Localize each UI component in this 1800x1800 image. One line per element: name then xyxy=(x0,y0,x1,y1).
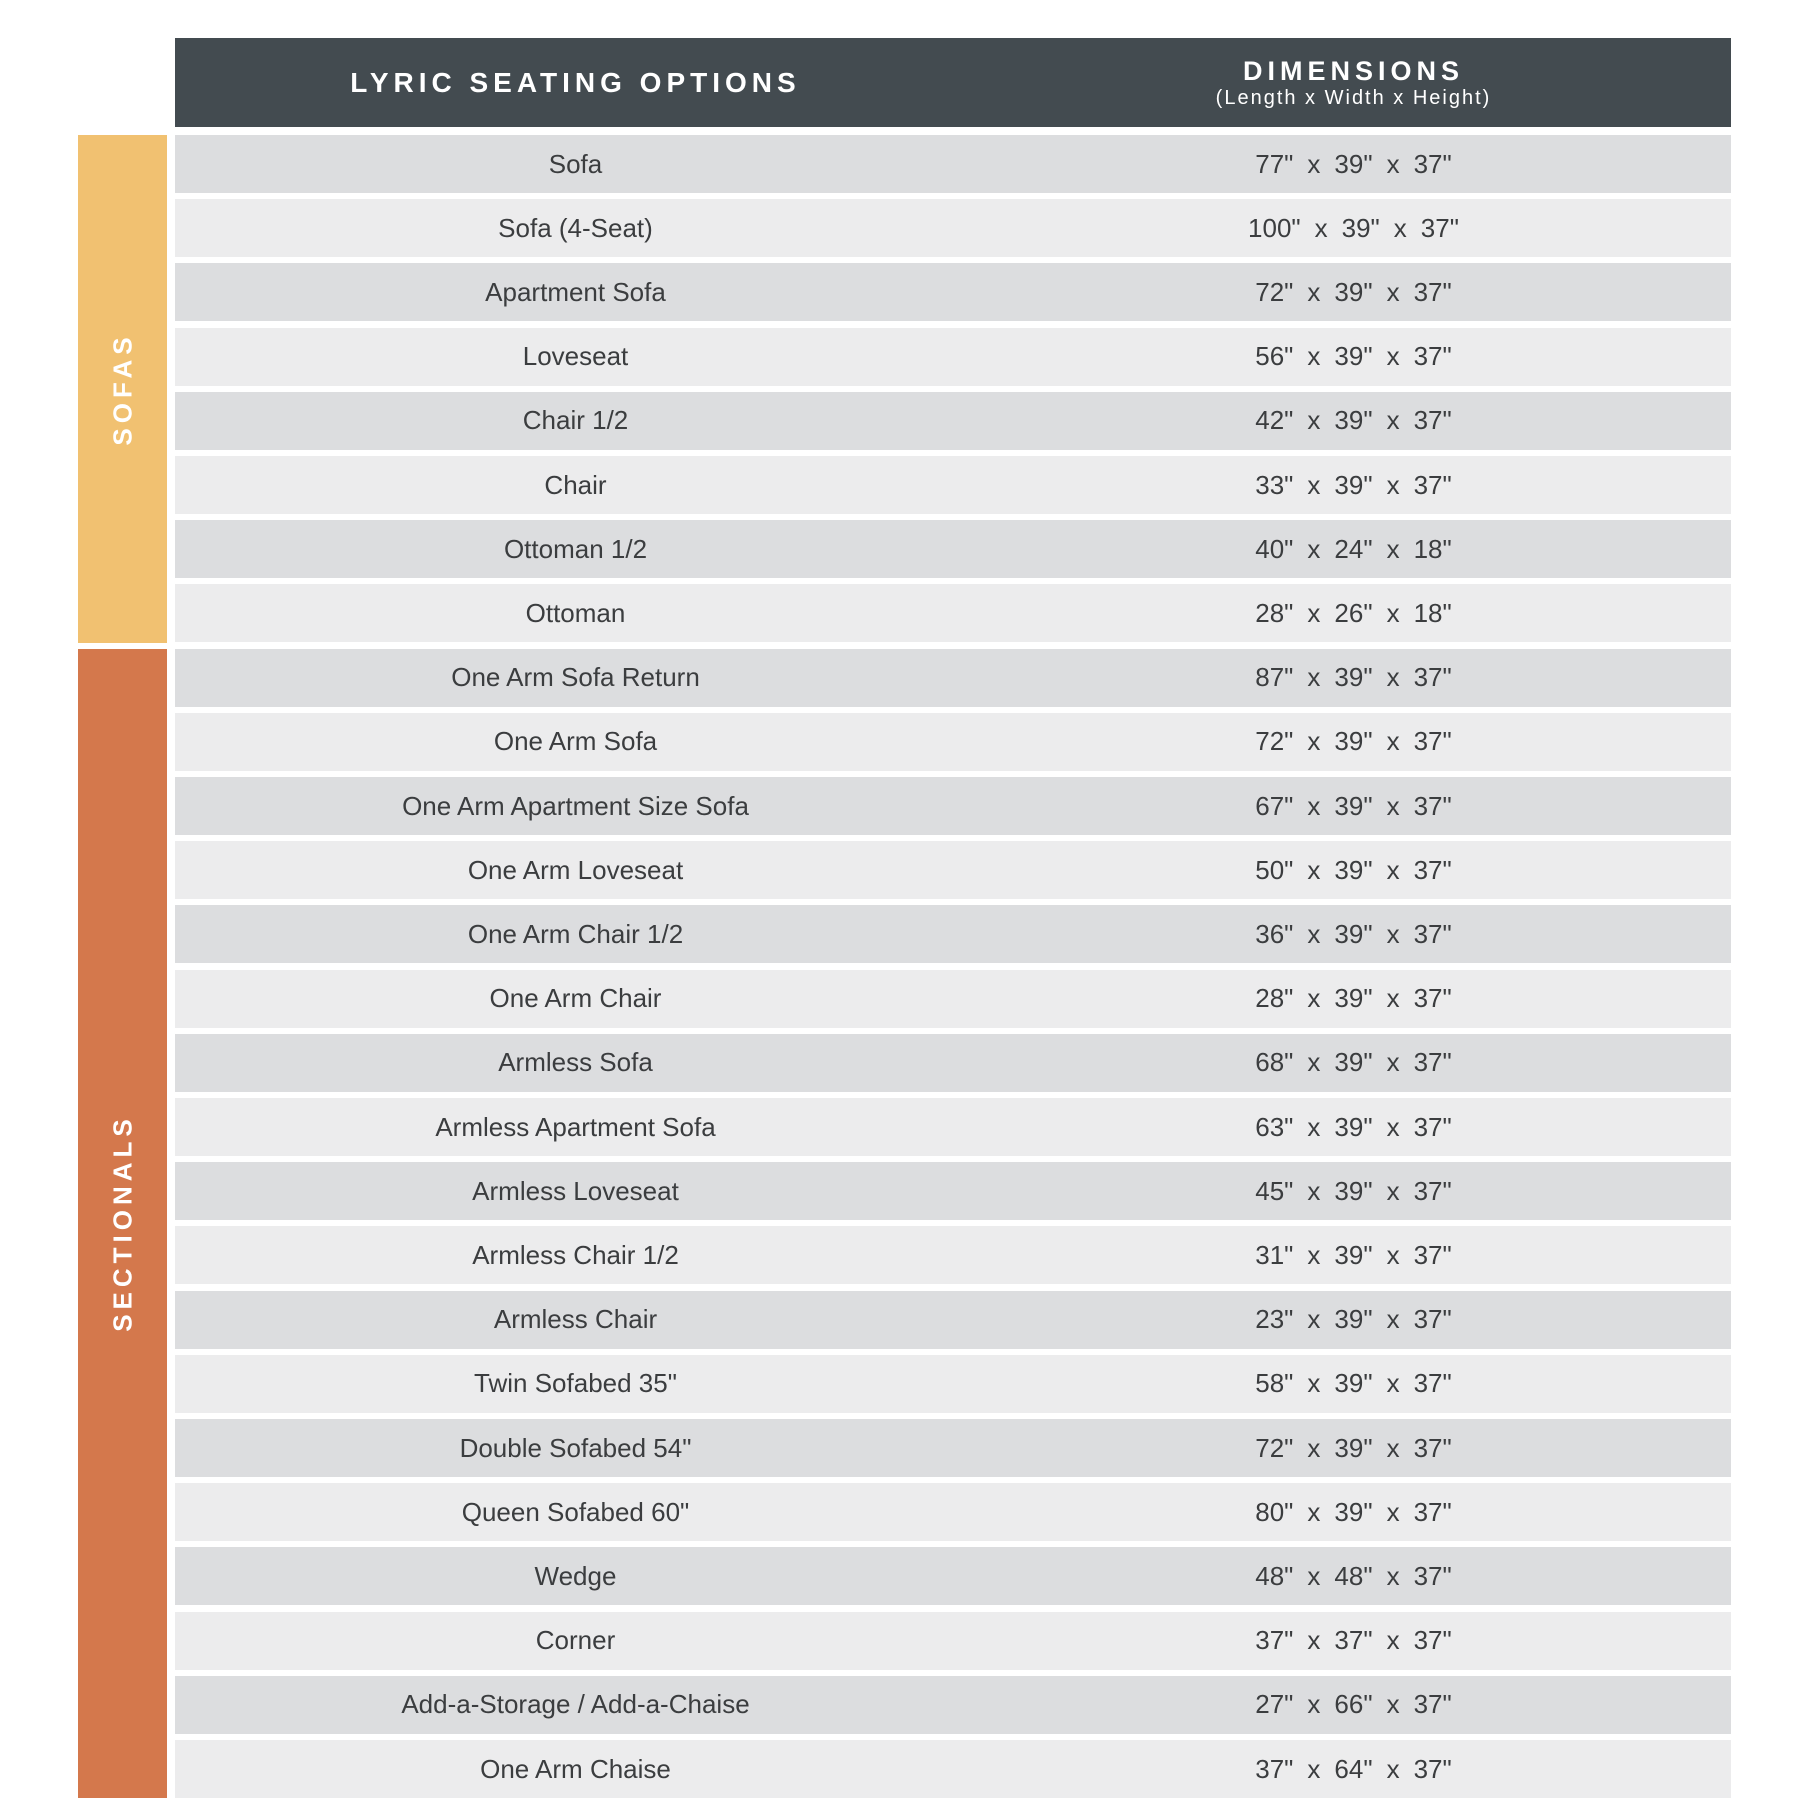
height-value: 18" xyxy=(1413,597,1452,628)
item-name: Sofa (4-Seat) xyxy=(498,212,653,243)
table-row xyxy=(175,841,1731,899)
dimension-separator: x xyxy=(1307,276,1321,307)
height-value: 37" xyxy=(1413,1047,1452,1078)
height-value: 37" xyxy=(1413,1239,1452,1270)
dimension-separator: x xyxy=(1307,1432,1321,1463)
table-row xyxy=(175,392,1731,450)
item-dimensions xyxy=(976,1433,1731,1464)
table-header xyxy=(175,38,1731,127)
height-value: 37" xyxy=(1413,918,1452,949)
dimension-separator: x xyxy=(1307,1047,1321,1078)
dimension-separator: x xyxy=(1386,726,1400,757)
dimension-separator: x xyxy=(1307,726,1321,757)
length-value: 68" xyxy=(1255,1047,1294,1078)
item-dimensions xyxy=(976,1689,1731,1720)
item-name: One Arm Sofa Return xyxy=(451,662,700,693)
item-name: Armless Apartment Sofa xyxy=(435,1111,716,1142)
table-row xyxy=(175,1291,1731,1349)
item-name: One Arm Loveseat xyxy=(467,854,684,885)
height-value: 37" xyxy=(1413,983,1452,1014)
item-name: Twin Sofabed 35" xyxy=(474,1368,677,1399)
width-value: 39" xyxy=(1334,662,1373,693)
dimension-separator: x xyxy=(1386,1560,1400,1591)
item-name: Apartment Sofa xyxy=(485,276,666,307)
table-row xyxy=(175,713,1731,771)
length-value: 72" xyxy=(1255,726,1294,757)
height-value: 37" xyxy=(1413,1560,1452,1591)
width-value: 24" xyxy=(1334,533,1373,564)
item-dimensions xyxy=(976,534,1731,565)
width-value: 39" xyxy=(1334,469,1373,500)
width-value: 39" xyxy=(1334,341,1373,372)
length-value: 58" xyxy=(1255,1368,1294,1399)
item-dimensions xyxy=(976,1304,1731,1335)
length-value: 37" xyxy=(1255,1753,1294,1784)
height-value: 37" xyxy=(1413,469,1452,500)
width-value: 39" xyxy=(1334,1111,1373,1142)
dimensions-subtitle: (Length x Width x Height) xyxy=(1215,86,1492,109)
dimension-separator: x xyxy=(1307,1304,1321,1335)
table-row xyxy=(175,1419,1731,1477)
height-value: 37" xyxy=(1413,854,1452,885)
item-dimensions xyxy=(976,149,1731,180)
item-name: Double Sofabed 54" xyxy=(459,1432,692,1463)
dimension-separator: x xyxy=(1307,148,1321,179)
item-name: Armless Loveseat xyxy=(472,1175,679,1206)
dimension-separator: x xyxy=(1307,1368,1321,1399)
length-value: 27" xyxy=(1255,1689,1294,1720)
table-row xyxy=(175,135,1731,193)
item-dimensions xyxy=(976,1240,1731,1271)
item-dimensions xyxy=(976,1561,1731,1592)
height-value: 37" xyxy=(1413,1753,1452,1784)
height-value: 37" xyxy=(1413,1432,1452,1463)
dimensions-header xyxy=(976,38,1731,127)
width-value: 39" xyxy=(1334,148,1373,179)
category-sofas xyxy=(78,135,167,643)
category-label: SECTIONALS xyxy=(107,1114,137,1333)
seating-options-header: LYRIC SEATING OPTIONS xyxy=(350,66,801,98)
height-value: 37" xyxy=(1413,1368,1452,1399)
item-name: Ottoman 1/2 xyxy=(503,533,648,564)
item-name: Chair xyxy=(544,469,607,500)
item-dimensions xyxy=(976,341,1731,372)
height-value: 37" xyxy=(1413,1175,1452,1206)
item-name: Armless Sofa xyxy=(498,1047,653,1078)
item-dimensions xyxy=(976,919,1731,950)
dimension-separator: x xyxy=(1386,1111,1400,1142)
dimension-separator: x xyxy=(1307,469,1321,500)
width-value: 39" xyxy=(1334,983,1373,1014)
table-row xyxy=(175,777,1731,835)
width-value: 39" xyxy=(1334,1432,1373,1463)
table-row xyxy=(175,1355,1731,1413)
length-value: 42" xyxy=(1255,405,1294,436)
length-value: 77" xyxy=(1255,148,1294,179)
length-value: 80" xyxy=(1255,1496,1294,1527)
width-value: 64" xyxy=(1334,1753,1373,1784)
dimension-separator: x xyxy=(1307,1560,1321,1591)
item-dimensions xyxy=(976,1368,1731,1399)
length-value: 50" xyxy=(1255,854,1294,885)
width-value: 37" xyxy=(1334,1625,1373,1656)
length-value: 28" xyxy=(1255,983,1294,1014)
item-name: Chair 1/2 xyxy=(522,405,629,436)
category-label: SOFAS xyxy=(107,332,137,446)
dimension-separator: x xyxy=(1386,1625,1400,1656)
item-name: Corner xyxy=(535,1625,616,1656)
width-value: 39" xyxy=(1334,1496,1373,1527)
item-dimensions xyxy=(976,1754,1731,1785)
length-value: 31" xyxy=(1255,1239,1294,1270)
item-name: Sofa xyxy=(548,148,603,179)
item-name: Armless Chair 1/2 xyxy=(472,1239,679,1270)
height-value: 37" xyxy=(1413,1496,1452,1527)
dimension-separator: x xyxy=(1307,1753,1321,1784)
item-name: Wedge xyxy=(534,1560,617,1591)
width-value: 39" xyxy=(1334,276,1373,307)
height-value: 37" xyxy=(1413,341,1452,372)
item-dimensions xyxy=(976,791,1731,822)
item-dimensions xyxy=(976,405,1731,436)
dimension-separator: x xyxy=(1307,597,1321,628)
height-value: 37" xyxy=(1413,276,1452,307)
item-dimensions xyxy=(976,213,1731,244)
width-value: 39" xyxy=(1334,1239,1373,1270)
item-dimensions xyxy=(976,1176,1731,1207)
table-row xyxy=(175,1162,1731,1220)
item-dimensions xyxy=(976,1047,1731,1078)
dimension-separator: x xyxy=(1386,662,1400,693)
height-value: 37" xyxy=(1413,1111,1452,1142)
item-dimensions xyxy=(976,855,1731,886)
length-value: 72" xyxy=(1255,276,1294,307)
length-value: 36" xyxy=(1255,918,1294,949)
item-dimensions xyxy=(976,726,1731,757)
dimension-separator: x xyxy=(1386,1304,1400,1335)
dimension-separator: x xyxy=(1386,854,1400,885)
length-value: 48" xyxy=(1255,1560,1294,1591)
width-value: 39" xyxy=(1334,405,1373,436)
item-dimensions xyxy=(976,1497,1731,1528)
length-value: 28" xyxy=(1255,597,1294,628)
length-value: 37" xyxy=(1255,1625,1294,1656)
item-name: One Arm Chair xyxy=(489,983,662,1014)
dimension-separator: x xyxy=(1386,918,1400,949)
dimension-separator: x xyxy=(1393,212,1407,243)
height-value: 37" xyxy=(1413,662,1452,693)
dimension-separator: x xyxy=(1307,1625,1321,1656)
item-dimensions xyxy=(976,598,1731,629)
dimension-separator: x xyxy=(1314,212,1328,243)
width-value: 48" xyxy=(1334,1560,1373,1591)
height-value: 37" xyxy=(1413,148,1452,179)
dimension-separator: x xyxy=(1386,1689,1400,1720)
table-row xyxy=(175,1226,1731,1284)
length-value: 87" xyxy=(1255,662,1294,693)
dimension-separator: x xyxy=(1386,148,1400,179)
table-row xyxy=(175,1098,1731,1156)
dimension-separator: x xyxy=(1386,1753,1400,1784)
height-value: 18" xyxy=(1413,533,1452,564)
table-row xyxy=(175,905,1731,963)
item-dimensions xyxy=(976,470,1731,501)
dimension-separator: x xyxy=(1307,341,1321,372)
table-row xyxy=(175,328,1731,386)
dimension-separator: x xyxy=(1307,662,1321,693)
item-dimensions xyxy=(976,1625,1731,1656)
item-name: Queen Sofabed 60" xyxy=(461,1496,690,1527)
item-name: Loveseat xyxy=(522,341,629,372)
dimension-separator: x xyxy=(1386,1368,1400,1399)
dimension-separator: x xyxy=(1386,983,1400,1014)
height-value: 37" xyxy=(1413,1689,1452,1720)
item-name: One Arm Chaise xyxy=(480,1753,671,1784)
item-name: Ottoman xyxy=(525,597,626,628)
table-row xyxy=(175,520,1731,578)
dimension-separator: x xyxy=(1386,1496,1400,1527)
dimension-separator: x xyxy=(1307,1175,1321,1206)
dimension-separator: x xyxy=(1307,790,1321,821)
table-row xyxy=(175,199,1731,257)
dimension-separator: x xyxy=(1386,1239,1400,1270)
dimension-separator: x xyxy=(1307,1496,1321,1527)
dimension-separator: x xyxy=(1386,790,1400,821)
table-row xyxy=(175,1547,1731,1605)
dimension-separator: x xyxy=(1386,405,1400,436)
height-value: 37" xyxy=(1413,790,1452,821)
length-value: 67" xyxy=(1255,790,1294,821)
width-value: 39" xyxy=(1334,1175,1373,1206)
dimension-separator: x xyxy=(1386,469,1400,500)
category-sectionals xyxy=(78,649,167,1799)
table-row xyxy=(175,1483,1731,1541)
dimension-separator: x xyxy=(1386,533,1400,564)
item-dimensions xyxy=(976,662,1731,693)
length-value: 45" xyxy=(1255,1175,1294,1206)
item-name: One Arm Apartment Size Sofa xyxy=(402,790,749,821)
length-value: 40" xyxy=(1255,533,1294,564)
width-value: 39" xyxy=(1334,1368,1373,1399)
dimension-separator: x xyxy=(1307,1239,1321,1270)
dimension-separator: x xyxy=(1386,1432,1400,1463)
dimensions-title: DIMENSIONS xyxy=(1242,55,1465,86)
dimension-separator: x xyxy=(1307,983,1321,1014)
length-value: 72" xyxy=(1255,1432,1294,1463)
width-value: 39" xyxy=(1334,854,1373,885)
height-value: 37" xyxy=(1420,212,1459,243)
height-value: 37" xyxy=(1413,1304,1452,1335)
item-name: One Arm Sofa xyxy=(493,726,658,757)
item-name: One Arm Chair 1/2 xyxy=(467,918,684,949)
dimension-separator: x xyxy=(1386,276,1400,307)
dimension-separator: x xyxy=(1307,1111,1321,1142)
dimension-separator: x xyxy=(1386,341,1400,372)
height-value: 37" xyxy=(1413,1625,1452,1656)
width-value: 39" xyxy=(1341,212,1380,243)
length-value: 23" xyxy=(1255,1304,1294,1335)
item-dimensions xyxy=(976,1112,1731,1143)
width-value: 26" xyxy=(1334,597,1373,628)
table-row xyxy=(175,1676,1731,1734)
dimension-separator: x xyxy=(1307,1689,1321,1720)
table-row xyxy=(175,263,1731,321)
dimension-separator: x xyxy=(1386,1047,1400,1078)
width-value: 39" xyxy=(1334,918,1373,949)
height-value: 37" xyxy=(1413,405,1452,436)
table-row xyxy=(175,456,1731,514)
table-row xyxy=(175,584,1731,642)
item-dimensions xyxy=(976,983,1731,1014)
width-value: 39" xyxy=(1334,1047,1373,1078)
item-name: Add-a-Storage / Add-a-Chaise xyxy=(401,1689,750,1720)
dimension-separator: x xyxy=(1307,918,1321,949)
dimension-separator: x xyxy=(1307,854,1321,885)
dimension-separator: x xyxy=(1307,405,1321,436)
length-value: 100" xyxy=(1248,212,1301,243)
height-value: 37" xyxy=(1413,726,1452,757)
length-value: 63" xyxy=(1255,1111,1294,1142)
length-value: 33" xyxy=(1255,469,1294,500)
dimension-separator: x xyxy=(1386,597,1400,628)
table-row xyxy=(175,649,1731,707)
item-name: Armless Chair xyxy=(493,1304,658,1335)
width-value: 66" xyxy=(1334,1689,1373,1720)
width-value: 39" xyxy=(1334,790,1373,821)
width-value: 39" xyxy=(1334,1304,1373,1335)
table-row xyxy=(175,1740,1731,1798)
dimension-separator: x xyxy=(1386,1175,1400,1206)
table-row xyxy=(175,1034,1731,1092)
length-value: 56" xyxy=(1255,341,1294,372)
item-dimensions xyxy=(976,277,1731,308)
width-value: 39" xyxy=(1334,726,1373,757)
table-row xyxy=(175,1612,1731,1670)
dimension-separator: x xyxy=(1307,533,1321,564)
table-row xyxy=(175,970,1731,1028)
